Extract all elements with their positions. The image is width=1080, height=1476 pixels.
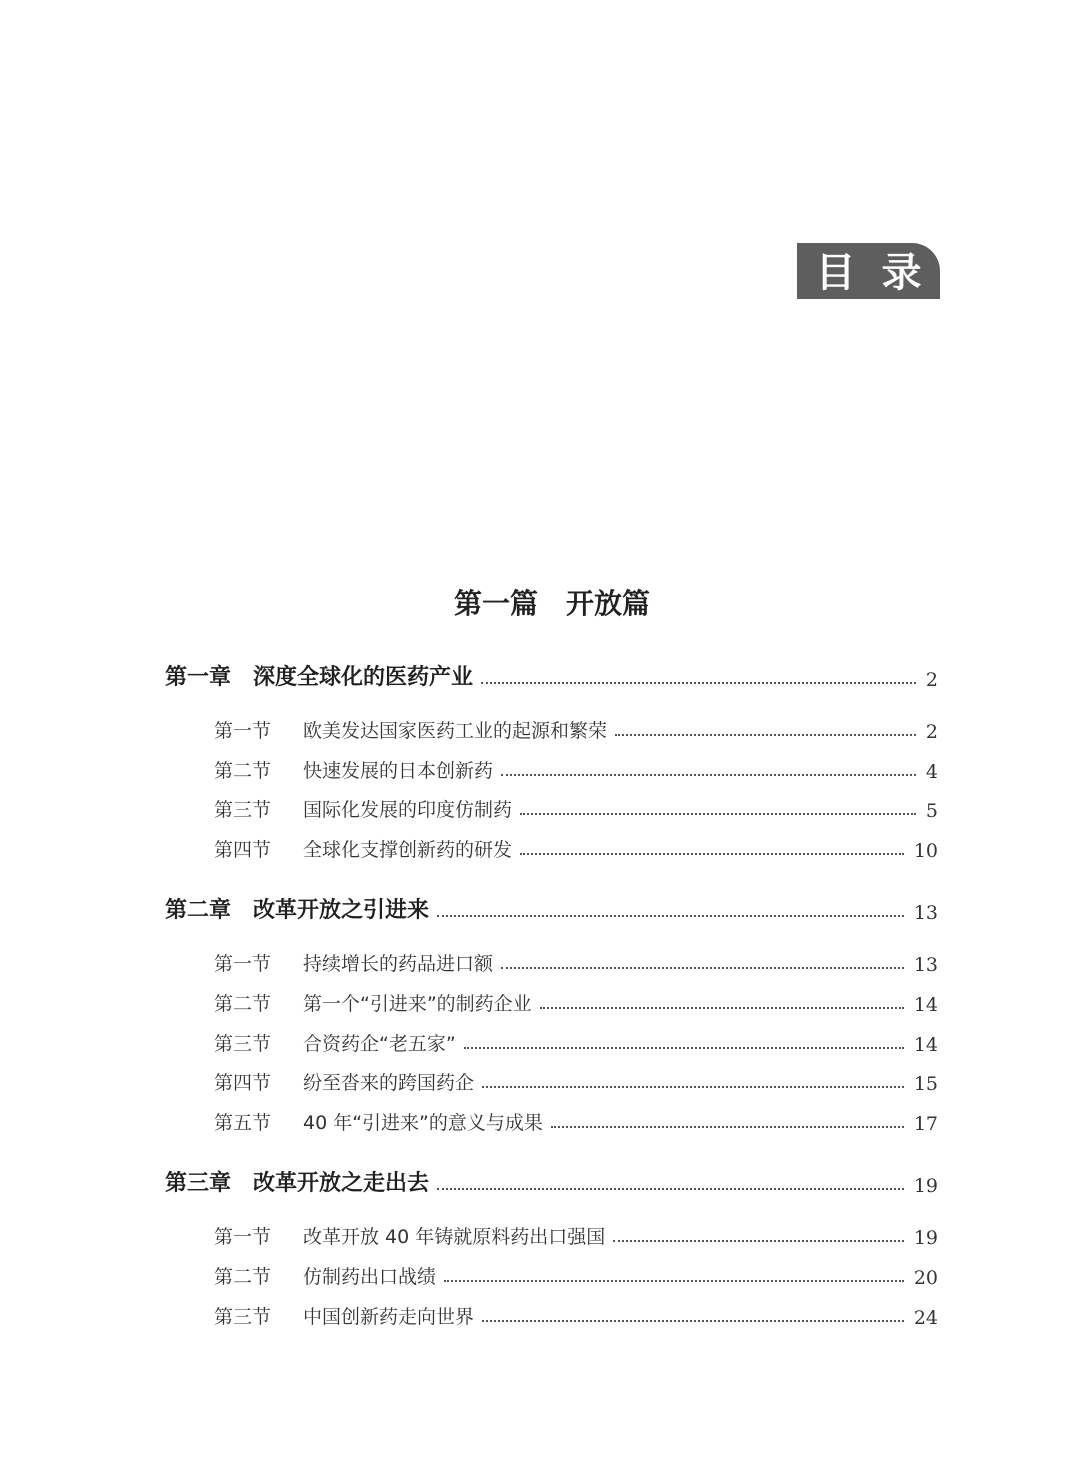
toc-section-1-4[interactable]	[214, 832, 938, 862]
section-title: 仿制药出口战绩	[303, 1266, 437, 1288]
part-title: 第一篇 开放篇	[453, 587, 650, 620]
section-label: 第一节	[214, 720, 272, 742]
toc-section-3-1[interactable]	[214, 1219, 938, 1249]
section-label: 第三节	[214, 1306, 272, 1328]
toc-section-1-3[interactable]	[214, 792, 938, 822]
page-number: 15	[913, 1073, 938, 1095]
dot-leader	[437, 915, 904, 917]
chapter-title: 改革开放之引进来	[253, 898, 430, 923]
page-number: 13	[913, 954, 938, 976]
dot-leader	[482, 1086, 904, 1088]
section-title: 持续增长的药品进口额	[303, 953, 494, 975]
section-title: 中国创新药走向世界	[303, 1306, 475, 1328]
page-number: 20	[913, 1267, 938, 1289]
page-number: 24	[913, 1307, 938, 1329]
toc-chapter-3[interactable]	[165, 1167, 938, 1197]
dot-leader	[520, 813, 916, 815]
dot-leader	[501, 967, 904, 969]
chapter-title: 深度全球化的医药产业	[253, 665, 474, 690]
section-title: 纷至沓来的跨国药企	[303, 1072, 475, 1094]
section-title: 国际化发展的印度仿制药	[303, 799, 513, 821]
dot-leader	[481, 682, 916, 684]
toc-section-3-2[interactable]	[214, 1259, 938, 1289]
section-title: 全球化支撑创新药的研发	[303, 839, 513, 861]
dot-leader	[501, 774, 916, 776]
dot-leader	[437, 1188, 904, 1190]
page-number: 19	[913, 1175, 938, 1197]
chapter-label: 第二章	[165, 898, 232, 923]
toc-section-1-1[interactable]	[214, 713, 938, 743]
page-number: 13	[913, 902, 938, 924]
page-number: 17	[913, 1113, 938, 1135]
toc-section-1-2[interactable]	[214, 753, 938, 783]
toc-section-3-3[interactable]	[214, 1299, 938, 1329]
page-number: 2	[925, 669, 938, 691]
page-number: 19	[913, 1227, 938, 1249]
toc-heading-badge	[797, 243, 948, 299]
section-title: 欧美发达国家医药工业的起源和繁荣	[303, 720, 608, 742]
dot-leader	[482, 1320, 904, 1322]
section-title: 改革开放 40 年铸就原料药出口强国	[303, 1226, 606, 1248]
section-label: 第一节	[214, 1226, 272, 1248]
section-title: 快速发展的日本创新药	[303, 760, 494, 782]
page-number: 5	[925, 800, 938, 822]
dot-leader	[615, 734, 916, 736]
section-label: 第二节	[214, 993, 272, 1015]
page-number: 14	[913, 1034, 938, 1056]
chapter-title: 改革开放之走出去	[253, 1171, 430, 1196]
dot-leader	[540, 1007, 904, 1009]
section-label: 第二节	[214, 1266, 272, 1288]
page-number: 10	[913, 840, 938, 862]
section-title: 第一个“引进来”的制药企业	[303, 993, 532, 1015]
page-number: 2	[925, 721, 938, 743]
section-title: 合资药企“老五家”	[303, 1033, 456, 1055]
toc-section-2-1[interactable]	[214, 946, 938, 976]
section-title: 40 年“引进来”的意义与成果	[303, 1112, 543, 1134]
dot-leader	[551, 1126, 904, 1128]
dot-leader	[464, 1047, 904, 1049]
toc-section-2-3[interactable]	[214, 1026, 938, 1056]
chapter-label: 第一章	[165, 665, 232, 690]
section-label: 第三节	[214, 799, 272, 821]
toc-heading: 目录	[815, 250, 948, 296]
section-label: 第一节	[214, 953, 272, 975]
section-label: 第三节	[214, 1033, 272, 1055]
page-number: 4	[925, 761, 938, 783]
toc-section-2-2[interactable]	[214, 986, 938, 1016]
section-label: 第四节	[214, 1072, 272, 1094]
section-label: 第四节	[214, 839, 272, 861]
dot-leader	[444, 1280, 904, 1282]
dot-leader	[520, 853, 904, 855]
dot-leader	[613, 1240, 904, 1242]
page-number: 14	[913, 994, 938, 1016]
toc-chapter-2[interactable]	[165, 894, 938, 924]
chapter-label: 第三章	[165, 1171, 232, 1196]
toc-section-2-4[interactable]	[214, 1065, 938, 1095]
toc-section-2-5[interactable]	[214, 1105, 938, 1135]
section-label: 第五节	[214, 1112, 272, 1134]
section-label: 第二节	[214, 760, 272, 782]
toc-chapter-1[interactable]	[165, 661, 938, 691]
